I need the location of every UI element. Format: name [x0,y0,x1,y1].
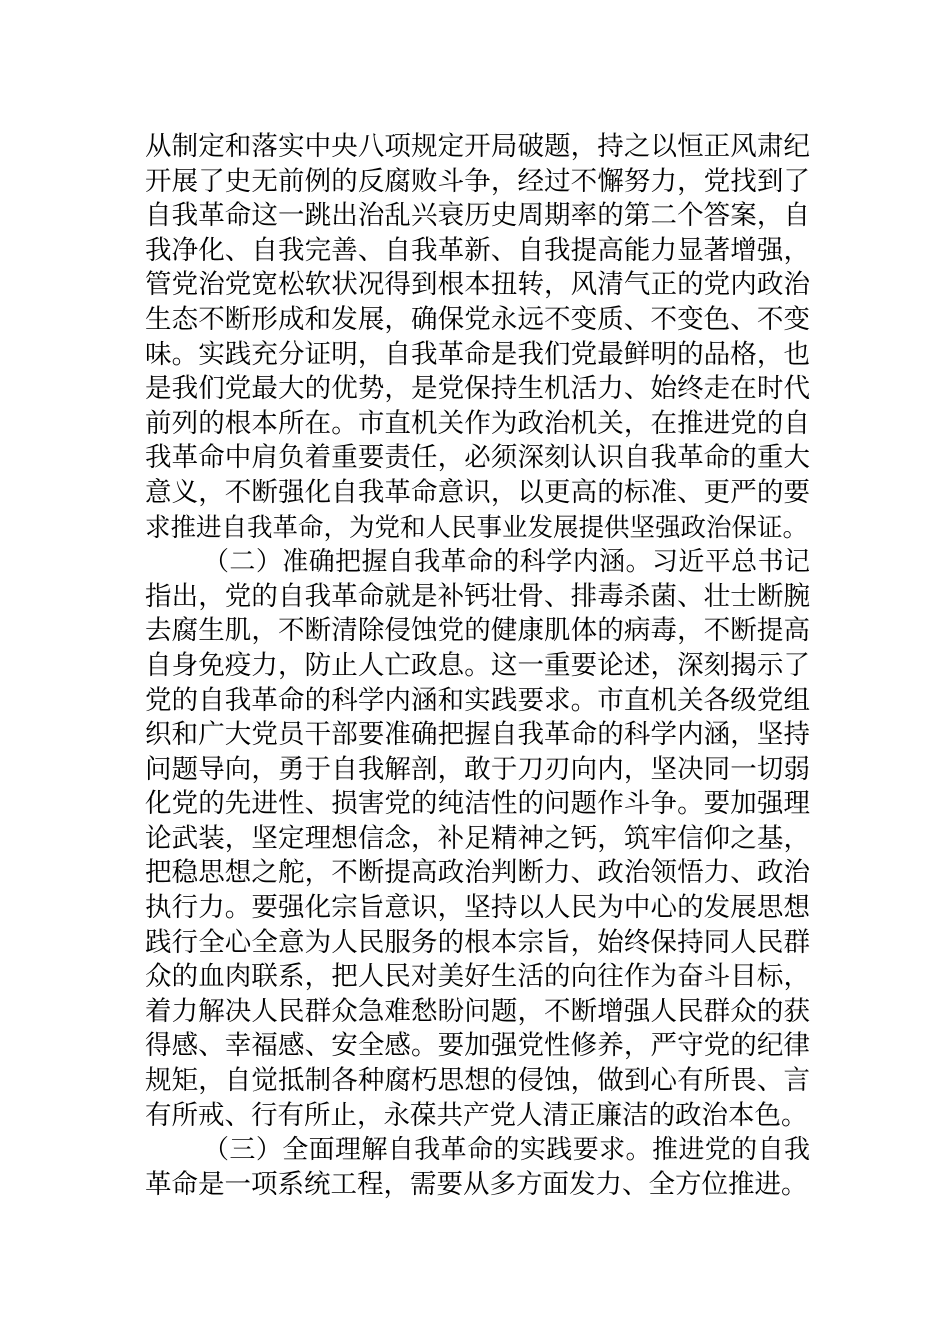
text-line: 去腐生肌，不断清除侵蚀党的健康肌体的病毒，不断提高 [145,615,810,647]
text-line: 意义，不断强化自我革命意识，以更高的标准、更严的要 [145,476,810,508]
text-line: 我净化、自我完善、自我革新、自我提高能力显著增强， [145,234,810,266]
text-line: 众的血肉联系，把人民对美好生活的向往作为奋斗目标， [145,961,810,993]
text-line: 前列的根本所在。市直机关作为政治机关，在推进党的自 [145,407,810,439]
text-line: 是我们党最大的优势，是党保持生机活力、始终走在时代 [145,373,810,405]
document-body [145,130,810,1202]
text-line: 问题导向，勇于自我解剖，敢于刀刃向内，坚决同一切弱 [145,753,810,785]
text-line: 践行全心全意为人民服务的根本宗旨，始终保持同人民群 [145,926,810,958]
text-line: 味。实践充分证明，自我革命是我们党最鲜明的品格，也 [145,338,810,370]
paragraph-1 [145,130,810,545]
text-line: 有所戒、行有所止，永葆共产党人清正廉洁的政治本色。 [145,1099,808,1131]
text-line: 开展了史无前例的反腐败斗争，经过不懈努力，党找到了 [145,165,810,197]
text-line: 规矩，自觉抵制各种腐朽思想的侵蚀，做到心有所畏、言 [145,1065,810,1097]
text-line: 织和广大党员干部要准确把握自我革命的科学内涵，坚持 [145,719,810,751]
text-line: 我革命中肩负着重要责任，必须深刻认识自我革命的重大 [145,442,810,474]
text-line: 党的自我革命的科学内涵和实践要求。市直机关各级党组 [145,684,810,716]
paragraph-2 [145,545,810,1133]
text-line: 自我革命这一跳出治乱兴衰历史周期率的第二个答案，自 [145,200,810,232]
text-line: 自身免疫力，防止人亡政息。这一重要论述，深刻揭示了 [145,649,810,681]
text-line: 得感、幸福感、安全感。要加强党性修养，严守党的纪律 [145,1030,810,1062]
text-line: 着力解决人民群众急难愁盼问题，不断增强人民群众的获 [145,995,810,1027]
text-line: 论武装，坚定理想信念，补足精神之钙，筑牢信仰之基， [145,822,810,854]
text-line: 化党的先进性、损害党的纯洁性的问题作斗争。要加强理 [145,788,810,820]
text-line: 管党治党宽松软状况得到根本扭转，风清气正的党内政治 [145,269,810,301]
text-line: （三）全面理解自我革命的实践要求。推进党的自我 [203,1135,810,1166]
text-line: （二）准确把握自我革命的科学内涵。习近平总书记 [203,547,810,578]
text-line: 执行力。要强化宗旨意识，坚持以人民为中心的发展思想 [145,892,810,924]
text-line: 生态不断形成和发展，确保党永远不变质、不变色、不变 [145,303,810,335]
paragraph-3 [145,1133,810,1202]
text-line: 革命是一项系统工程，需要从多方面发力、全方位推进。 [145,1168,808,1200]
text-line: 指出，党的自我革命就是补钙壮骨、排毒杀菌、壮士断腕 [145,580,810,612]
text-line: 从制定和落实中央八项规定开局破题，持之以恒正风肃纪 [145,131,810,162]
text-line: 求推进自我革命，为党和人民事业发展提供坚强政治保证。 [145,512,809,543]
text-line: 把稳思想之舵，不断提高政治判断力、政治领悟力、政治 [145,857,810,889]
